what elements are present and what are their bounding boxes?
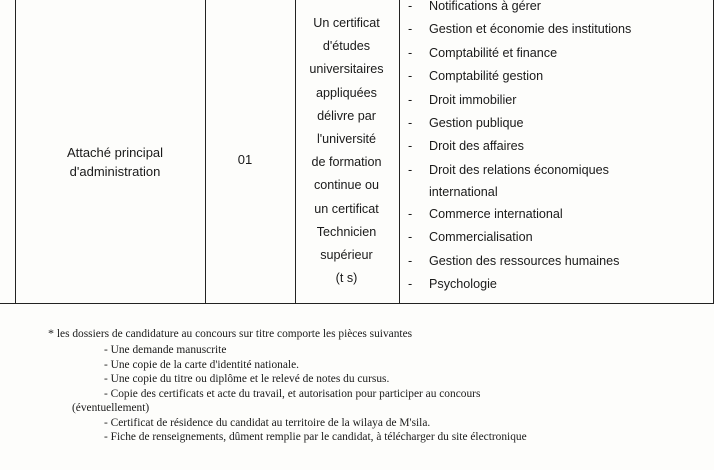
bullet-dash: - (408, 162, 413, 177)
diploma-line: un certificat (314, 201, 379, 216)
position-title (30, 143, 200, 181)
requirements-intro (48, 325, 708, 343)
bullet-dash: - (408, 92, 413, 107)
position-count: 01 (237, 152, 253, 167)
diploma-line: supérieur (320, 248, 373, 263)
specialty-label: Gestion et économie des institutions (429, 22, 632, 37)
specialty-item (405, 135, 710, 158)
requirement-item: - Une copie de la carte d'identité nationale. (104, 358, 299, 371)
table-border-left (15, 0, 16, 304)
diploma-line: délivre par (317, 108, 376, 123)
required-diploma (298, 12, 395, 290)
table-divider-1 (205, 0, 206, 304)
diploma-line: l'université (316, 132, 377, 147)
bullet-dash: - (408, 45, 413, 60)
diploma-line: Technicien (316, 224, 377, 239)
specialty-item (405, 89, 710, 112)
diploma-line: d'études (322, 39, 371, 54)
bullet-dash: - (408, 206, 413, 221)
intro-text: les dossiers de candidature au concours sur titre comporte les pièces suivantes (56, 328, 413, 340)
requirement-item: - Une copie du titre ou diplôme et le relevé de notes du cursus. (104, 373, 390, 385)
diploma-line: universitaires (309, 62, 384, 77)
diploma-line: (t s) (335, 271, 358, 286)
specialty-label: Gestion des ressources humaines (429, 253, 620, 268)
specialty-item (405, 42, 710, 65)
specialty-item (405, 226, 710, 249)
requirement-item: - Une demande manuscrite (104, 344, 227, 356)
requirement-item: - Fiche de renseignements, dûment remplie par le candidat, à télécharger du site électronique (104, 431, 527, 443)
diploma-line: Un certificat (313, 16, 380, 30)
specialty-item (405, 203, 710, 226)
specialty-item (405, 18, 710, 41)
bullet-dash: - (408, 0, 413, 13)
requirement-item: - Copie des certificats et acte du travail, et autorisation pour participer au concours (104, 387, 481, 400)
specialty-label: Droit immobilier (429, 92, 517, 107)
specialty-item (405, 250, 710, 273)
specialty-label: Droit des affaires (429, 139, 524, 154)
specialty-item (405, 112, 710, 135)
bullet-dash: - (408, 22, 413, 37)
diploma-line: appliquées (316, 85, 377, 100)
diploma-line: continue ou (313, 178, 380, 193)
requirement-item: - Certificat de résidence du candidat au territoire de la wilaya de M'sila. (104, 416, 431, 429)
specialty-item (405, 0, 710, 18)
application-requirements (48, 325, 708, 445)
specialty-item (405, 273, 710, 296)
table-bottom-border (0, 303, 714, 304)
specialty-label: Droit des relations économiques international (429, 162, 609, 199)
position-title-line: Attaché principal (66, 145, 164, 160)
diploma-line: de formation (311, 155, 382, 170)
bullet-dash: - (408, 230, 413, 245)
specialty-label: Commerce international (429, 206, 563, 221)
requirements-list (48, 343, 708, 445)
requirement-item: (éventuellement) (72, 402, 150, 414)
specialty-label: Gestion publique (429, 116, 524, 131)
specialty-label: Notifications à gérer (429, 0, 541, 13)
specialty-label: Psychologie (429, 277, 497, 292)
specialty-label: Comptabilité gestion (429, 69, 544, 84)
asterisk-marker: * (48, 326, 54, 340)
specialty-item (405, 159, 710, 203)
bullet-dash: - (408, 116, 413, 131)
specialty-item (405, 65, 710, 88)
bullet-dash: - (408, 253, 413, 268)
specialty-label: Commercialisation (429, 230, 533, 245)
bullet-dash: - (408, 69, 413, 84)
table-divider-3 (399, 0, 400, 304)
position-title-line: d'administration (69, 164, 161, 179)
specialty-label: Comptabilité et finance (429, 45, 558, 60)
bullet-dash: - (408, 139, 413, 154)
table-divider-2 (295, 0, 296, 304)
bullet-dash: - (408, 277, 413, 292)
specialties-list (405, 0, 710, 296)
